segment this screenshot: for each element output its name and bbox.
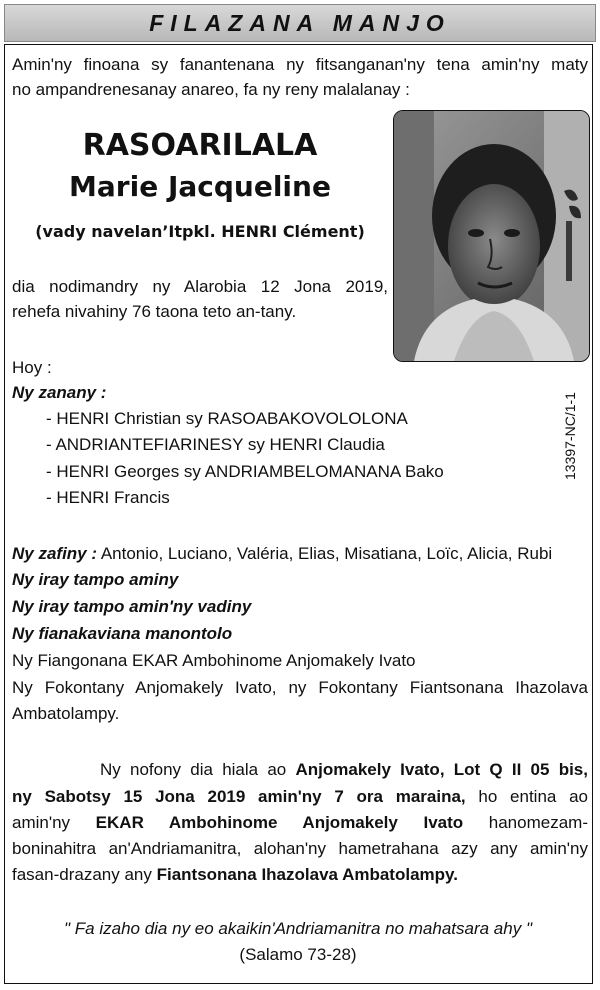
reference-code: 13397-NC/1-1: [562, 392, 578, 480]
bible-reference: (Salamo 73-28): [239, 945, 357, 964]
funeral-church: EKAR Ambohinome Anjomakely Ivato: [95, 813, 464, 832]
intro-line-1: Amin'ny finoana sy fanantenana ny fitsanganan'ny tena amin'ny maty: [12, 55, 588, 74]
whole-family-line: Ny fianakaviana manontolo: [12, 624, 233, 643]
death-line-1: dia nodimandry ny Alarobia 12 Jona 2019,: [12, 277, 388, 296]
death-line-2: rehefa nivahiny 76 taona teto an-tany.: [12, 302, 297, 321]
funeral-text-5a: fasan-drazany any: [12, 865, 157, 884]
portrait-image: [394, 111, 589, 361]
funeral-line-2: [12, 784, 588, 809]
funeral-text-2b: ho entina ao: [465, 787, 588, 806]
fokontany-line-2: Ambatolampy.: [12, 704, 120, 723]
deceased-surname: RASOARILALA: [82, 128, 318, 163]
notice-title: FILAZANA MANJO: [149, 9, 451, 36]
funeral-date: ny Sabotsy 15 Jona 2019 amin'ny 7 ora maraina,: [12, 787, 466, 806]
child-3: - HENRI Georges sy ANDRIAMBELOMANANA Bako: [46, 462, 444, 481]
funeral-line-5: [12, 862, 458, 887]
hoy-label: Hoy :: [12, 358, 52, 377]
notice-header: [4, 4, 596, 42]
funeral-line-4: boninahitra an'Andriamanitra, alohan'ny hametrahana azy any amin'ny: [12, 839, 588, 858]
funeral-text-3a: amin'ny: [12, 813, 96, 832]
intro-line-2: no ampandrenesanay anareo, fa ny reny malalanay :: [12, 80, 410, 99]
funeral-text-3c: hanomezam-: [463, 813, 588, 832]
child-2: - ANDRIANTEFIARINESY sy HENRI Claudia: [46, 435, 385, 454]
funeral-burial-place: Fiantsonana Ihazolava Ambatolampy.: [156, 865, 458, 884]
bible-quote: " Fa izaho dia ny eo akaikin'Andriamanitra no mahatsara ahy ": [64, 919, 532, 938]
grandchildren-names: Antonio, Luciano, Valéria, Elias, Misatiana, Loïc, Alicia, Rubi: [97, 544, 553, 563]
child-1: - HENRI Christian sy RASOABAKOVOLOLONA: [46, 409, 408, 428]
fokontany-line-1: Ny Fokontany Anjomakely Ivato, ny Fokontany Fiantsonana Ihazolava: [12, 678, 588, 697]
funeral-line-1: [100, 757, 588, 782]
children-label: Ny zanany :: [12, 383, 107, 402]
siblings-line: Ny iray tampo aminy: [12, 570, 179, 589]
church-line: Ny Fiangonana EKAR Ambohinome Anjomakely Ivato: [12, 651, 416, 670]
funeral-line-3: [12, 810, 588, 835]
deceased-spouse: (vady navelan’Itpkl. HENRI Clément): [35, 222, 365, 241]
portrait-photo: [393, 110, 590, 362]
child-4: - HENRI Francis: [46, 488, 170, 507]
funeral-text-1a: Ny nofony dia hiala ao: [100, 760, 296, 779]
funeral-address: Anjomakely Ivato, Lot Q II 05 bis,: [295, 760, 588, 779]
deceased-given-names: Marie Jacqueline: [69, 170, 331, 203]
grandchildren-label: Ny zafiny :: [12, 544, 98, 563]
spouse-siblings-line: Ny iray tampo amin'ny vadiny: [12, 597, 252, 616]
grandchildren-line: [12, 541, 590, 566]
